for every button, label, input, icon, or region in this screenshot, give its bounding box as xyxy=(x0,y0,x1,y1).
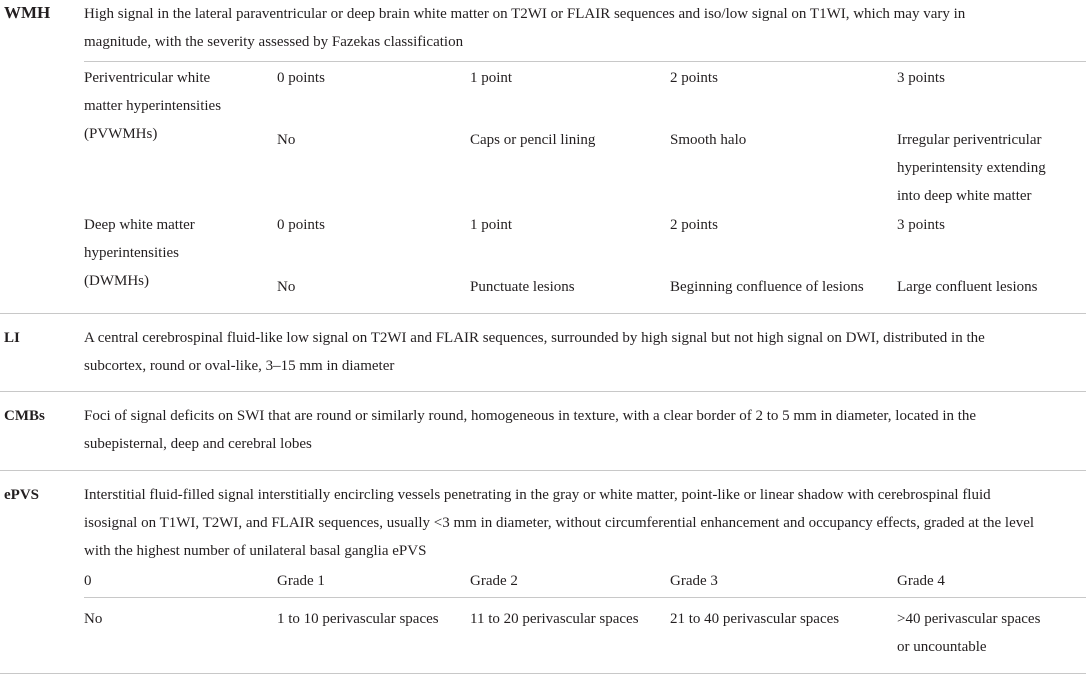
epvs-label: ePVS xyxy=(4,487,39,503)
epvs-grade-2: Grade 2 xyxy=(470,573,518,589)
dwmh-name-line2: hyperintensities xyxy=(84,245,179,261)
section-divider-cmbs xyxy=(0,470,1086,471)
dwmh-desc-0: No xyxy=(277,279,296,295)
epvs-grade-4: Grade 4 xyxy=(897,573,945,589)
epvs-grade-0: 0 xyxy=(84,573,92,589)
table-bottom-rule xyxy=(0,673,1086,674)
epvs-value-1: 1 to 10 perivascular spaces xyxy=(277,611,439,627)
wmh-label: WMH xyxy=(4,3,51,22)
dwmh-score-0: 0 points xyxy=(277,217,325,233)
dwmh-score-1: 1 point xyxy=(470,217,513,233)
cmbs-description-line2: subepisternal, deep and cerebral lobes xyxy=(84,436,312,452)
epvs-description-line3: with the highest number of unilateral basal ganglia ePVS xyxy=(84,543,427,559)
li-description-line1: A central cerebrospinal fluid-like low signal on T2WI and FLAIR sequences, surrounded by high signal but not high signal on DWI, distributed in the xyxy=(84,330,985,346)
pvwmh-desc-3-line2: hyperintensity extending xyxy=(897,160,1046,176)
dwmh-desc-3: Large confluent lesions xyxy=(897,279,1038,295)
dwmh-score-3: 3 points xyxy=(897,217,945,233)
epvs-value-3: 21 to 40 perivascular spaces xyxy=(670,611,840,627)
epvs-grade-rule xyxy=(84,597,1086,598)
section-divider-li xyxy=(0,391,1086,392)
wmh-description-line1: High signal in the lateral paraventricular or deep brain white matter on T2WI or FLAIR sequences and iso/low signal on T1WI, which may vary in xyxy=(84,6,966,22)
pvwmh-name-line1: Periventricular white xyxy=(84,70,211,86)
pvwmh-name-line3: (PVWMHs) xyxy=(84,126,158,142)
pvwmh-desc-3-line1: Irregular periventricular xyxy=(897,132,1042,148)
pvwmh-desc-0: No xyxy=(277,132,296,148)
section-divider-wmh xyxy=(0,313,1086,314)
pvwmh-score-2: 2 points xyxy=(670,70,718,86)
dwmh-desc-1: Punctuate lesions xyxy=(470,279,575,295)
epvs-value-0: No xyxy=(84,611,103,627)
li-description-line2: subcortex, round or oval-like, 3–15 mm in diameter xyxy=(84,358,395,374)
epvs-description-line1: Interstitial fluid-filled signal interstitially encircling vessels penetrating in the gray or white matter, point-like or linear shadow with cerebrospinal fluid xyxy=(84,487,991,503)
wmh-description-line2: magnitude, with the severity assessed by Fazekas classification xyxy=(84,34,464,50)
pvwmh-desc-3-line3: into deep white matter xyxy=(897,188,1032,204)
cmbs-description-line1: Foci of signal deficits on SWI that are round or similarly round, homogeneous in texture, with a clear border of 2 to 5 mm in diameter, located in the xyxy=(84,408,977,424)
dwmh-score-2: 2 points xyxy=(670,217,718,233)
wmh-subtable-rule xyxy=(84,61,1086,62)
pvwmh-desc-1: Caps or pencil lining xyxy=(470,132,596,148)
epvs-grade-3: Grade 3 xyxy=(670,573,718,589)
dwmh-name-line3: (DWMHs) xyxy=(84,273,149,289)
dwmh-name-line1: Deep white matter xyxy=(84,217,195,233)
cmbs-label: CMBs xyxy=(4,408,45,424)
pvwmh-score-0: 0 points xyxy=(277,70,325,86)
pvwmh-score-3: 3 points xyxy=(897,70,945,86)
pvwmh-name-line2: matter hyperintensities xyxy=(84,98,222,114)
pvwmh-desc-2: Smooth halo xyxy=(670,132,747,148)
epvs-value-2: 11 to 20 perivascular spaces xyxy=(470,611,639,627)
epvs-value-4-line2: or uncountable xyxy=(897,639,987,655)
epvs-value-4-line1: >40 perivascular spaces xyxy=(897,611,1041,627)
epvs-description-line2: isosignal on T1WI, T2WI, and FLAIR sequences, usually <3 mm in diameter, without circumferential enhancement and occupancy effects, graded at the level xyxy=(84,515,1035,531)
dwmh-desc-2: Beginning confluence of lesions xyxy=(670,279,864,295)
epvs-grade-1: Grade 1 xyxy=(277,573,325,589)
li-label: LI xyxy=(4,330,20,346)
pvwmh-score-1: 1 point xyxy=(470,70,513,86)
